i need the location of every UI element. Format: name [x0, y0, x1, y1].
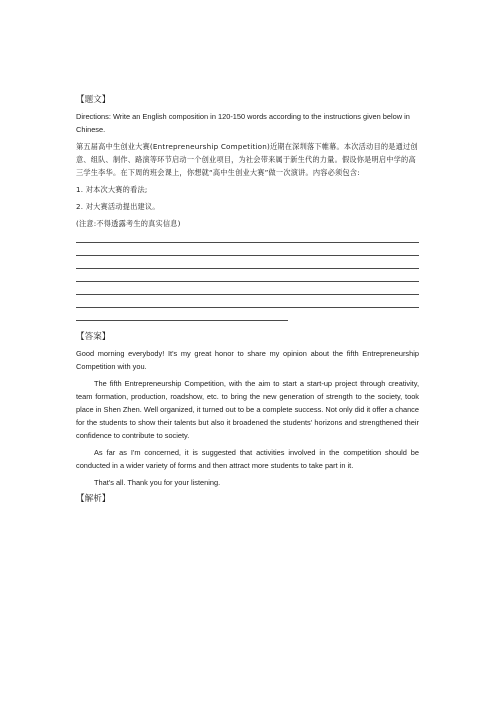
writing-line	[76, 307, 419, 308]
document-content	[76, 94, 419, 509]
directions-text: Directions: Write an English composition in 120-150 words according to the instructions given below in Chinese.	[76, 112, 410, 134]
prompt-text: 第五届高中生创业大赛(Entrepreneurship Competition)近期在深圳落下帷幕。本次活动目的是通过创意、组队、制作、路演等环节启动一个创业项目，为社会带来属于新生代的力量。假设你是明启中学的高三学生李华。在下周的班会课上，你想就“高中生创业大赛”做一次演讲。内容必须包含:	[76, 142, 418, 177]
answer-paragraph-2: The fifth Entrepreneurship Competition, with the aim to start a start-up project through creativity, team formation, production, roadshow, etc. to bring the new generation of strength to the society, took place in Shen Zhen. Well organized, it turned out to be a complete success. Not only did it offer a chance for the students to show their talents but also it broadened the students' horizons and strengthened their confidence to contribute to society.	[76, 379, 419, 440]
answer-paragraph-1: Good morning everybody! It's my great honor to share my opinion about the fifth Entrepreneurship Competition with you.	[76, 349, 419, 371]
question-heading: 【题文】	[76, 95, 111, 105]
answer-heading: 【答案】	[76, 332, 111, 342]
writing-line-short	[76, 320, 288, 321]
writing-line	[76, 281, 419, 282]
writing-line	[76, 294, 419, 295]
writing-line	[76, 255, 419, 256]
requirement-2: 2. 对大赛活动提出建议。	[76, 202, 160, 211]
writing-line	[76, 268, 419, 269]
analysis-heading: 【解析】	[76, 494, 111, 504]
requirement-1: 1. 对本次大赛的看法;	[76, 185, 148, 194]
answer-paragraph-3: As far as I'm concerned, it is suggested that activities involved in the competition should be conducted in a wider variety of forms and then attract more students to take part in it.	[76, 448, 419, 470]
writing-line	[76, 242, 419, 243]
note-text: (注意:不得透露考生的真实信息)	[76, 219, 181, 228]
answer-writing-lines	[76, 242, 419, 321]
answer-paragraph-4: That's all. Thank you for your listening.	[94, 478, 221, 487]
